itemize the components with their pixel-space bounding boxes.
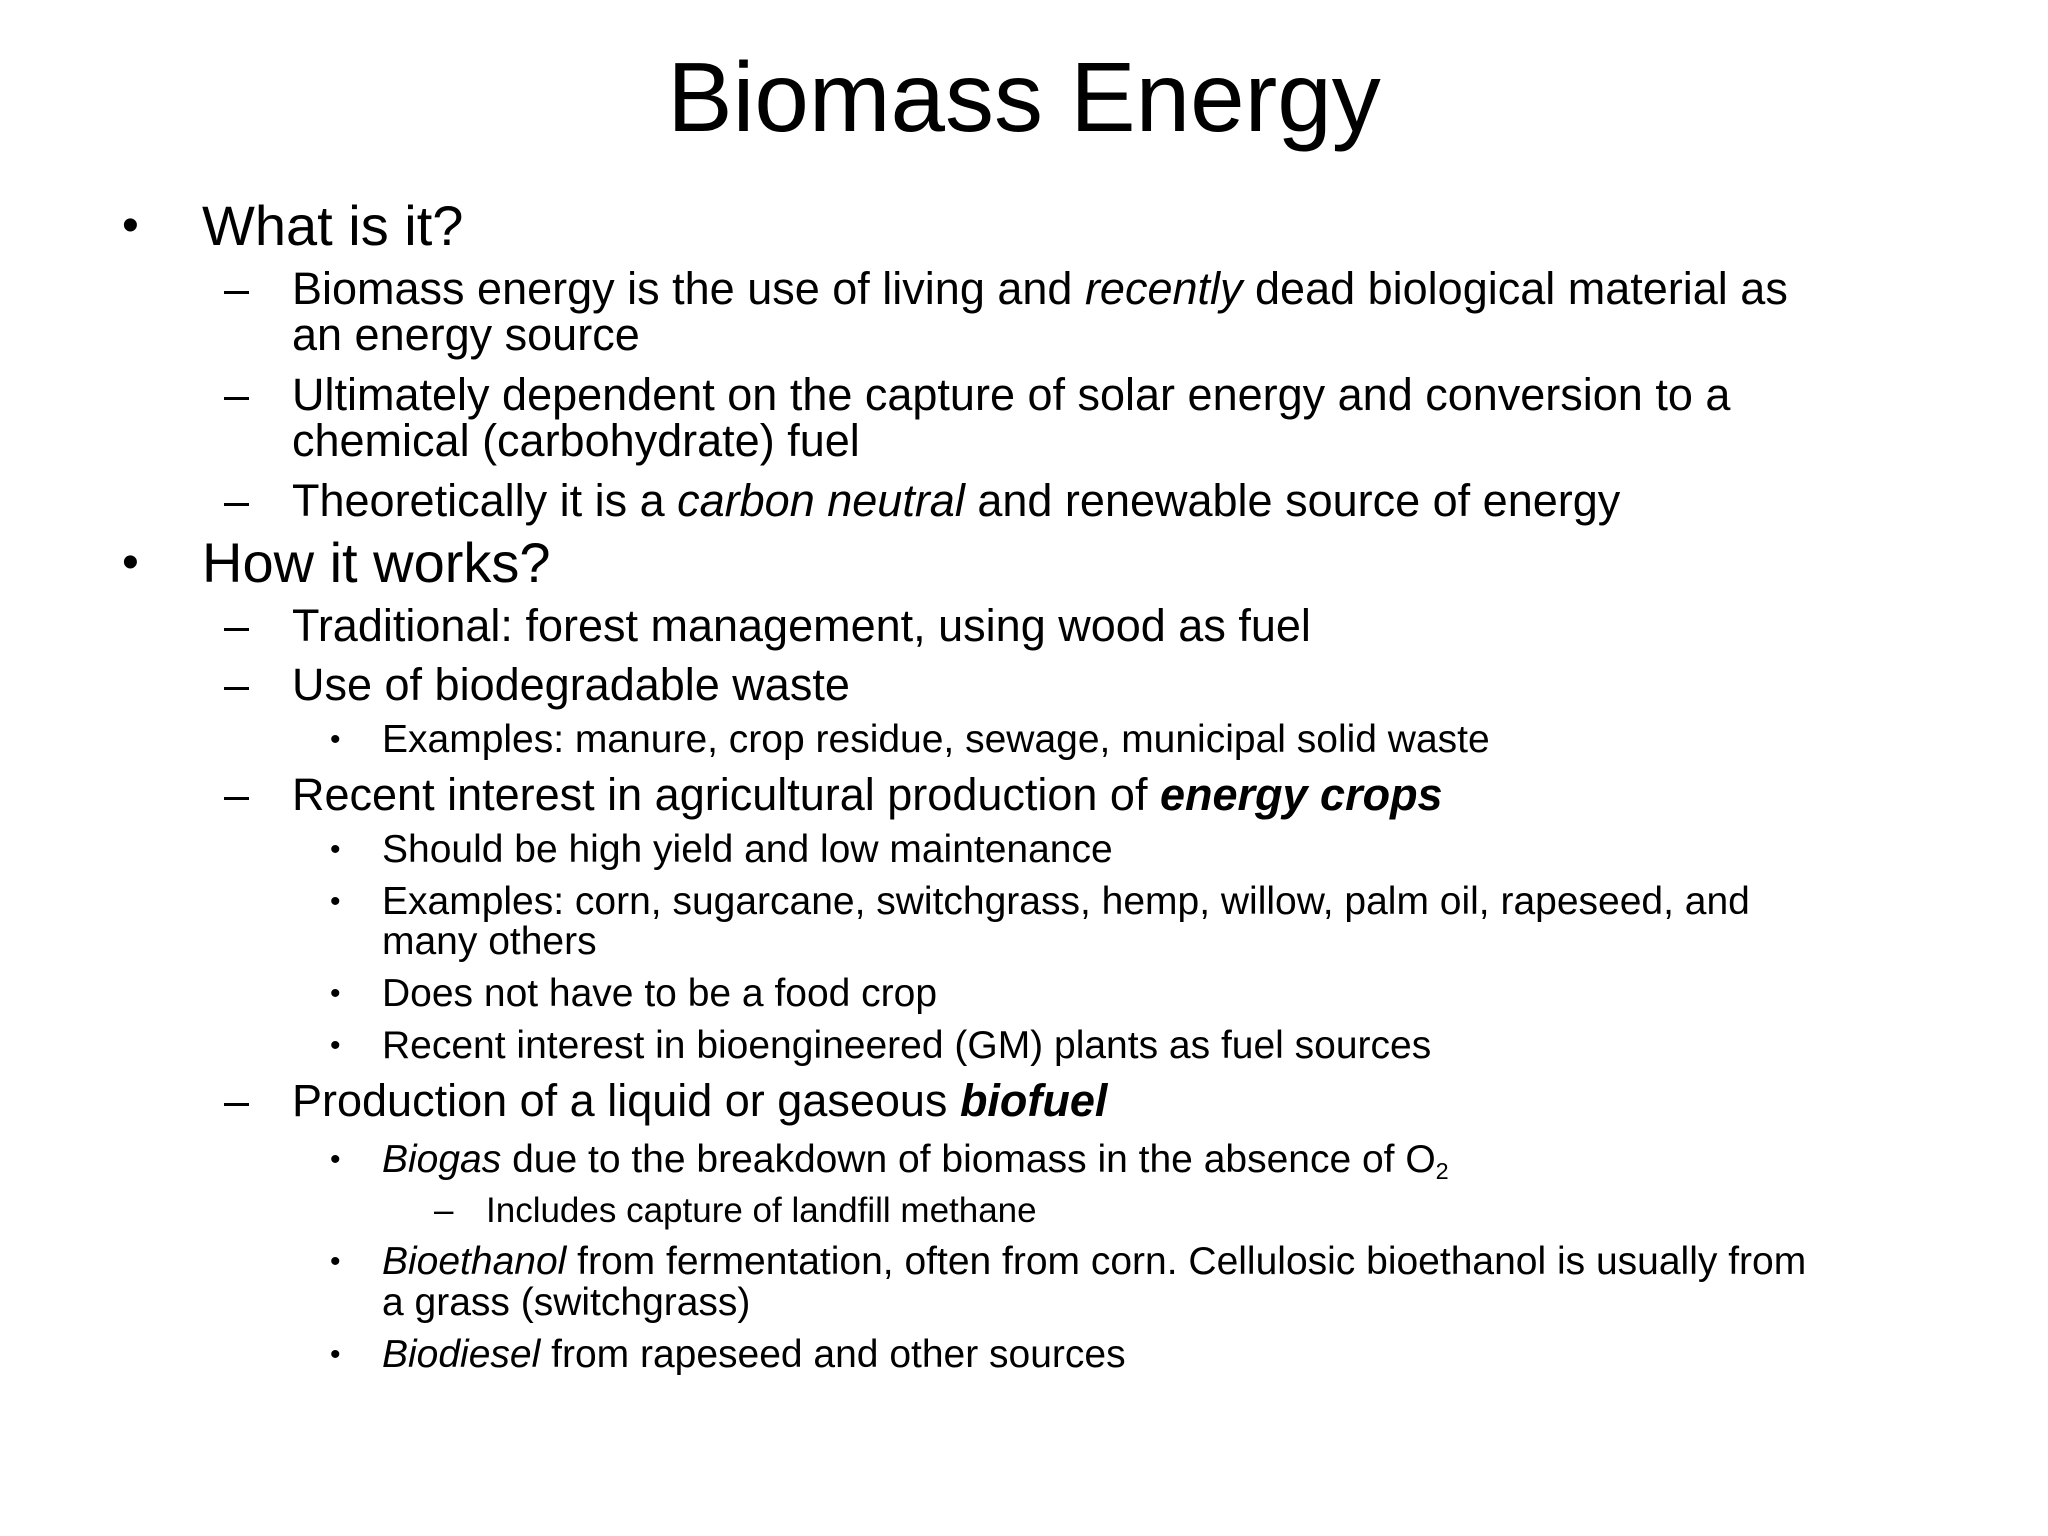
waste-line: Use of biodegradable waste xyxy=(292,659,850,710)
emphasis-biodiesel: Biodiesel xyxy=(382,1333,541,1376)
heading-what-is-it: What is it? xyxy=(202,194,464,257)
crops-examples-line-1: Examples: corn, sugarcane, switchgrass, hemp, willow, palm oil, rapeseed, and xyxy=(382,880,1750,923)
biogas-line xyxy=(382,1138,1449,1185)
slide-title: Biomass Energy xyxy=(667,42,1381,152)
definition-text: Biomass energy is the use of living and xyxy=(292,263,1085,314)
crops-gm-line: Recent interest in bioengineered (GM) plants as fuel sources xyxy=(382,1024,1432,1067)
bullet-marker: • xyxy=(330,1338,341,1371)
definition-text-end: dead biological material as xyxy=(1242,263,1788,314)
bullet-marker: • xyxy=(330,833,341,866)
oxygen-subscript: 2 xyxy=(1435,1158,1449,1185)
biofuel-line xyxy=(292,1075,1108,1126)
bioethanol-line-1 xyxy=(382,1242,1806,1282)
waste-examples-line: Examples: manure, crop residue, sewage, municipal solid waste xyxy=(382,718,1490,761)
dash-marker: – xyxy=(224,475,250,526)
bioethanol-line-2: a grass (switchgrass) xyxy=(382,1281,751,1324)
emphasis-energy-crops: energy crops xyxy=(1159,769,1443,820)
biogas-text: due to the breakdown of biomass in the absence of O xyxy=(501,1138,1436,1181)
emphasis-recently: recently xyxy=(1084,263,1243,314)
carbon-neutral-line xyxy=(292,475,1621,526)
emphasis-bioethanol: Bioethanol xyxy=(382,1240,567,1283)
solar-line-1: Ultimately dependent on the capture of solar energy and conversion to a xyxy=(292,369,1731,420)
carbon-text: Theoretically it is a xyxy=(292,475,678,526)
energy-crops-text: Recent interest in agricultural production of xyxy=(292,769,1160,820)
carbon-text-end: and renewable source of energy xyxy=(964,475,1621,526)
emphasis-carbon-neutral: carbon neutral xyxy=(677,475,965,526)
traditional-line: Traditional: forest management, using wood as fuel xyxy=(292,600,1311,651)
emphasis-biofuel: biofuel xyxy=(959,1075,1108,1126)
definition-line-2: an energy source xyxy=(292,309,640,360)
bioethanol-text: from fermentation, often from corn. Cellulosic bioethanol is usually from xyxy=(566,1240,1807,1283)
bullet-marker: • xyxy=(330,977,341,1010)
bullet-marker: • xyxy=(330,1143,341,1176)
bullet-marker: • xyxy=(330,723,341,756)
bullet-marker: • xyxy=(330,885,341,918)
landfill-line: Includes capture of landfill methane xyxy=(486,1191,1037,1230)
crops-examples-line-2: many others xyxy=(382,920,597,963)
biofuel-text: Production of a liquid or gaseous xyxy=(292,1075,960,1126)
biodiesel-line xyxy=(382,1335,1126,1375)
heading-how-it-works: How it works? xyxy=(202,531,551,594)
crops-yield-line: Should be high yield and low maintenance xyxy=(382,828,1113,871)
dash-marker: – xyxy=(224,369,250,420)
bullet-marker: • xyxy=(122,199,139,252)
energy-crops-line xyxy=(292,769,1443,820)
biodiesel-text: from rapeseed and other sources xyxy=(540,1333,1126,1376)
definition-line-1 xyxy=(292,263,1788,314)
bullet-marker: • xyxy=(330,1029,341,1062)
emphasis-biogas: Biogas xyxy=(382,1138,502,1181)
solar-line-2: chemical (carbohydrate) fuel xyxy=(292,415,860,466)
dash-marker: – xyxy=(434,1191,454,1230)
dash-marker: – xyxy=(224,600,250,651)
dash-marker: – xyxy=(224,263,250,314)
crops-food-line: Does not have to be a food crop xyxy=(382,972,938,1015)
dash-marker: – xyxy=(224,769,250,820)
bullet-marker: • xyxy=(122,536,139,589)
dash-marker: – xyxy=(224,659,250,710)
dash-marker: – xyxy=(224,1075,250,1126)
bullet-marker: • xyxy=(330,1245,341,1278)
